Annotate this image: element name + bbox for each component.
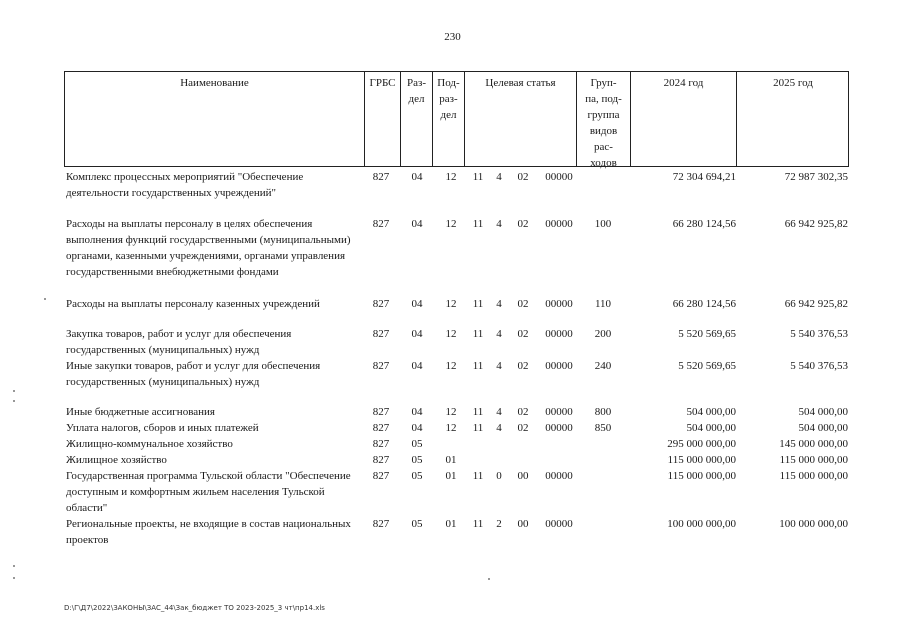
row-target-type: 2 [496, 518, 502, 530]
row-podrazdel: 12 [445, 171, 457, 183]
row-amount-2024: 295 000 000,00 [667, 438, 736, 450]
row-amount-2024: 66 280 124,56 [672, 218, 736, 230]
row-amount-2024: 100 000 000,00 [667, 518, 736, 530]
row-amount-2024: 504 000,00 [686, 406, 736, 418]
row-name: Расходы на выплаты персоналу в целях обеспечения выполнения функций государственными (муниципальными) органами, казенными учреждениями, органами управления государственными внебюджетными фондами [66, 218, 351, 278]
row-name: Комплекс процессных мероприятий "Обеспечение деятельности государственных учреждений" [66, 171, 304, 199]
row-amount-2024: 5 520 569,65 [678, 328, 736, 340]
row-amount-2025: 145 000 000,00 [779, 438, 848, 450]
row-grbs: 827 [372, 470, 390, 482]
header-expense-group: Груп- па, под- группа видов рас- ходов [577, 72, 631, 166]
row-expense-group: 100 [594, 218, 612, 230]
row-grbs: 827 [372, 171, 390, 183]
row-name: Жилищно-коммунальное хозяйство [66, 438, 233, 450]
header-target-article: Целевая статья [465, 72, 577, 166]
row-grbs: 827 [372, 328, 390, 340]
row-target-type: 4 [496, 218, 502, 230]
row-amount-2024: 115 000 000,00 [667, 470, 736, 482]
scan-speck [13, 565, 15, 567]
row-grbs: 827 [372, 438, 390, 450]
row-razdel: 04 [411, 171, 423, 183]
row-expense-group: 200 [594, 328, 612, 340]
row-podrazdel: 12 [445, 218, 457, 230]
row-target-direction: 00000 [545, 470, 573, 482]
row-target-subprogram: 00 [517, 470, 529, 482]
row-target-program: 11 [472, 218, 484, 230]
row-amount-2025: 100 000 000,00 [779, 518, 848, 530]
row-amount-2024: 115 000 000,00 [667, 454, 736, 466]
row-name: Государственная программа Тульской области "Обеспечение доступным и комфортным жильем населения Тульской области" [66, 470, 351, 514]
header-name: Наименование [65, 72, 365, 166]
row-grbs: 827 [372, 422, 390, 434]
scan-speck [13, 400, 15, 402]
row-target-subprogram: 02 [517, 422, 529, 434]
row-target-program: 11 [472, 328, 484, 340]
file-path-footer: D:\Г\Д7\2022\ЗАКОНЫ\ЗАС_44\Зак_бюджет ТО 2023-2025_3 чт\пр14.xls [64, 604, 325, 612]
header-razdel: Раз- дел [401, 72, 433, 166]
row-razdel: 05 [411, 454, 423, 466]
scan-speck [488, 578, 490, 580]
row-expense-group: 850 [594, 422, 612, 434]
row-grbs: 827 [372, 406, 390, 418]
row-target-type: 4 [496, 422, 502, 434]
row-grbs: 827 [372, 518, 390, 530]
row-razdel: 05 [411, 438, 423, 450]
row-target-subprogram: 02 [517, 328, 529, 340]
row-amount-2025: 504 000,00 [798, 422, 848, 434]
row-amount-2025: 115 000 000,00 [779, 470, 848, 482]
row-razdel: 04 [411, 218, 423, 230]
row-name: Уплата налогов, сборов и иных платежей [66, 422, 259, 434]
row-target-subprogram: 02 [517, 298, 529, 310]
row-expense-group: 800 [594, 406, 612, 418]
row-podrazdel: 12 [445, 360, 457, 372]
row-target-program: 11 [472, 298, 484, 310]
row-grbs: 827 [372, 218, 390, 230]
row-target-type: 4 [496, 360, 502, 372]
row-target-subprogram: 02 [517, 171, 529, 183]
row-target-program: 11 [472, 518, 484, 530]
row-amount-2025: 5 540 376,53 [790, 328, 848, 340]
row-amount-2025: 115 000 000,00 [779, 454, 848, 466]
row-name: Иные закупки товаров, работ и услуг для обеспечения государственных (муниципальных) нужд [66, 360, 321, 388]
row-podrazdel: 12 [445, 298, 457, 310]
scan-speck [13, 390, 15, 392]
row-target-type: 4 [496, 406, 502, 418]
header-year-2025: 2025 год [773, 77, 813, 89]
row-grbs: 827 [372, 454, 390, 466]
row-name: Региональные проекты, не входящие в состав национальных проектов [66, 518, 351, 546]
row-target-direction: 00000 [545, 298, 573, 310]
row-podrazdel: 01 [445, 518, 457, 530]
row-target-direction: 00000 [545, 406, 573, 418]
scan-speck [44, 298, 46, 300]
row-target-subprogram: 02 [517, 406, 529, 418]
table-header [64, 71, 849, 167]
row-podrazdel: 01 [445, 470, 457, 482]
row-amount-2024: 72 304 694,21 [672, 171, 736, 183]
row-target-subprogram: 02 [517, 218, 529, 230]
row-target-direction: 00000 [545, 518, 573, 530]
row-target-direction: 00000 [545, 171, 573, 183]
row-target-subprogram: 02 [517, 360, 529, 372]
row-target-direction: 00000 [545, 218, 573, 230]
row-target-direction: 00000 [545, 328, 573, 340]
row-amount-2024: 66 280 124,56 [672, 298, 736, 310]
row-razdel: 04 [411, 328, 423, 340]
row-target-program: 11 [472, 360, 484, 372]
row-target-program: 11 [472, 171, 484, 183]
scan-speck [13, 577, 15, 579]
row-expense-group: 110 [594, 298, 612, 310]
row-grbs: 827 [372, 298, 390, 310]
header-podrazdel: Под- раз- дел [433, 72, 465, 166]
row-razdel: 04 [411, 422, 423, 434]
row-podrazdel: 12 [445, 422, 457, 434]
row-target-program: 11 [472, 406, 484, 418]
row-target-program: 11 [472, 422, 484, 434]
row-name: Расходы на выплаты персоналу казенных учреждений [66, 298, 320, 310]
row-name: Закупка товаров, работ и услуг для обеспечения государственных (муниципальных) нужд [66, 328, 292, 356]
header-year-2024: 2024 год [631, 72, 737, 166]
row-name: Иные бюджетные ассигнования [66, 406, 215, 418]
row-target-direction: 00000 [545, 422, 573, 434]
row-amount-2024: 504 000,00 [686, 422, 736, 434]
row-target-type: 0 [496, 470, 502, 482]
row-amount-2025: 5 540 376,53 [790, 360, 848, 372]
row-podrazdel: 12 [445, 328, 457, 340]
row-target-program: 11 [472, 470, 484, 482]
row-target-subprogram: 00 [517, 518, 529, 530]
row-razdel: 04 [411, 360, 423, 372]
row-expense-group: 240 [594, 360, 612, 372]
row-amount-2025: 504 000,00 [798, 406, 848, 418]
row-podrazdel: 01 [445, 454, 457, 466]
row-target-type: 4 [496, 171, 502, 183]
row-target-type: 4 [496, 298, 502, 310]
row-target-type: 4 [496, 328, 502, 340]
row-grbs: 827 [372, 360, 390, 372]
row-target-direction: 00000 [545, 360, 573, 372]
row-podrazdel: 12 [445, 406, 457, 418]
row-razdel: 04 [411, 298, 423, 310]
row-name: Жилищное хозяйство [66, 454, 167, 466]
row-amount-2024: 5 520 569,65 [678, 360, 736, 372]
row-amount-2025: 72 987 302,35 [784, 171, 848, 183]
row-razdel: 05 [411, 518, 423, 530]
header-grbs: ГРБС [365, 72, 401, 166]
row-razdel: 04 [411, 406, 423, 418]
row-razdel: 05 [411, 470, 423, 482]
row-amount-2025: 66 942 925,82 [784, 218, 848, 230]
page-number: 230 [444, 31, 461, 43]
row-amount-2025: 66 942 925,82 [784, 298, 848, 310]
